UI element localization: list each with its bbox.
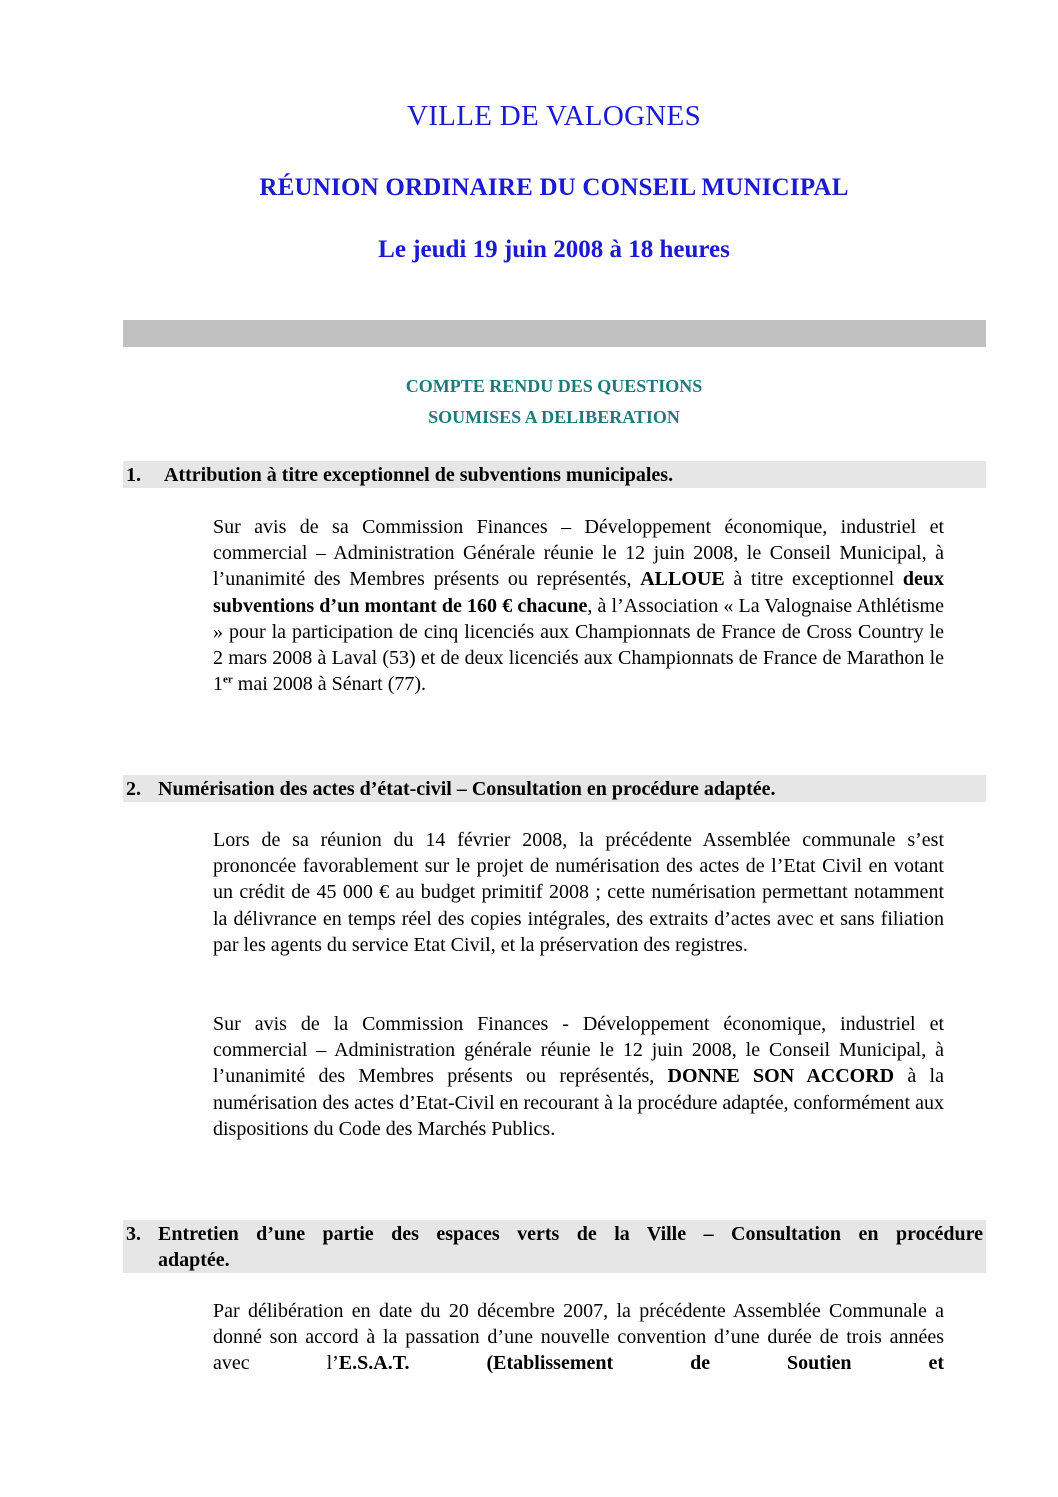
item-3-title-line2: adaptée.	[158, 1249, 230, 1271]
header-divider-bar	[123, 320, 986, 347]
item-1-number: 1.	[126, 464, 141, 486]
meeting-date: Le jeudi 19 juin 2008 à 18 heures	[378, 236, 730, 263]
item-3-number: 3.	[126, 1223, 141, 1245]
meeting-title: RÉUNION ORDINAIRE DU CONSEIL MUNICIPAL	[259, 174, 849, 201]
item-3-title-line1: Entretien d’une partie des espaces verts de la Ville – Consultation en procédure	[158, 1223, 983, 1245]
item-2-number: 2.	[126, 778, 141, 800]
item-3-paragraph: Par délibération en date du 20 décembre 2007, la précédente Assemblée Communale a donné son accord à la passation d’une nouvelle convention d’une durée de trois années avec l’E.S.A.T. (Etablissement de Soutien et	[213, 1300, 944, 1375]
item-1-title: Attribution à titre exceptionnel de subventions municipales.	[164, 464, 674, 486]
item-2-title: Numérisation des actes d’état-civil – Consultation en procédure adaptée.	[158, 778, 776, 800]
section-heading-line1: COMPTE RENDU DES QUESTIONS	[405, 376, 703, 396]
item-1-paragraph: Sur avis de sa Commission Finances – Développement économique, industriel et commercial – Administration Générale réunie le 12 juin 2008, le Conseil Municipal, à l’unanimité des Membres présents ou représentés, ALLOUE à titre exceptionnel deux subventions d’un montant de 160 € chacune, à l’Association « La Valognaise Athlétisme » pour la participation de cinq licenciés aux Championnats de France de Cross Country le 2 mars 2008 à Laval (53) et de deux licenciés aux Championnats de France de Marathon le 1er mai 2008 à Sénart (77).	[213, 516, 944, 696]
section-heading-line2: SOUMISES A DELIBERATION	[428, 407, 680, 427]
city-title: VILLE DE VALOGNES	[406, 100, 701, 132]
item-2-paragraph-2: Sur avis de la Commission Finances - Développement économique, industriel et commercial – Administration générale réunie le 12 juin 2008, le Conseil Municipal, à l’unanimité des Membres présents ou représentés, DONNE SON ACCORD à la numérisation des actes d’Etat-Civil en recourant à la procédure adaptée, conformément aux dispositions du Code des Marchés Publics.	[213, 1013, 944, 1140]
item-2-paragraph-1: Lors de sa réunion du 14 février 2008, la précédente Assemblée communale s’est prononcée favorablement sur le projet de numérisation des actes de l’Etat Civil en votant un crédit de 45 000 € au budget primitif 2008 ; cette numérisation permettant notamment la délivrance en temps réel des copies intégrales, des extraits d’actes avec et sans filiation par les agents du service Etat Civil, et la préservation des registres.	[213, 829, 944, 956]
